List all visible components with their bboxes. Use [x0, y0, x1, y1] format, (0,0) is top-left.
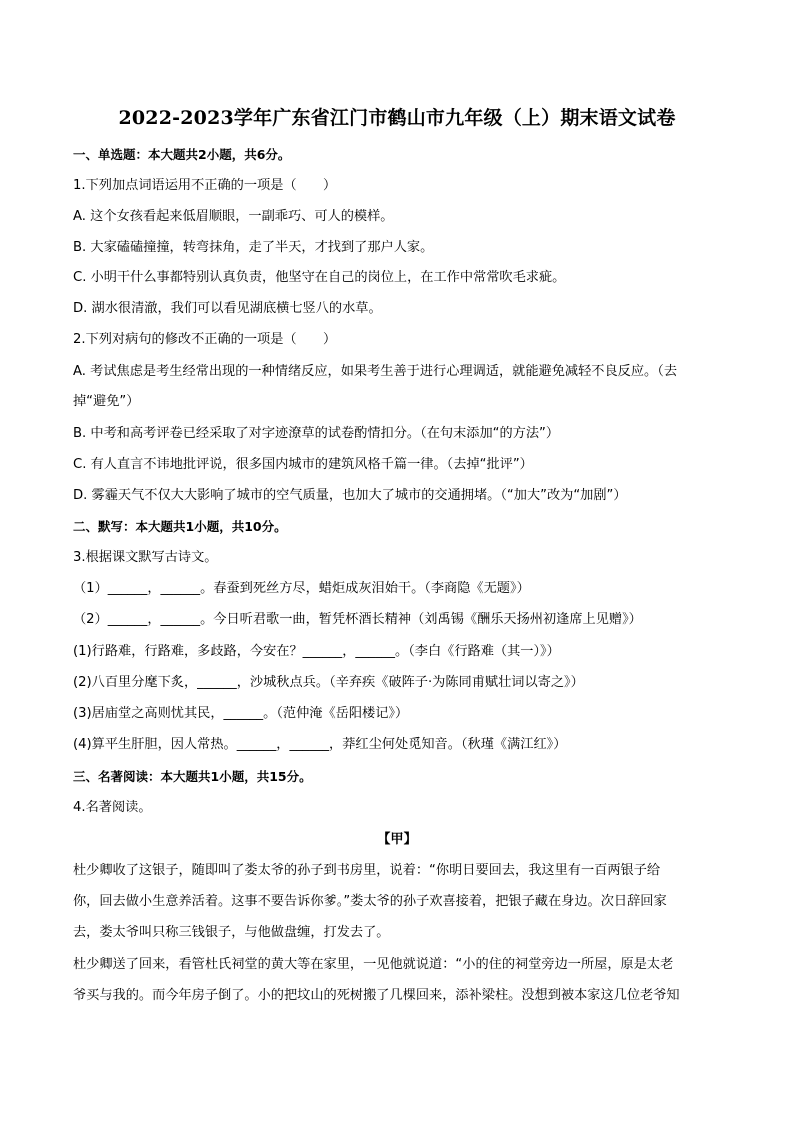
section-header-classic-reading: 三、名著阅读：本大题共1小题，共15分。 — [73, 769, 312, 784]
question-1-option-a: A. 这个女孩看起来低眉顺眼，一副乖巧、可人的模样。 — [73, 209, 394, 224]
question-2-option-c: C. 有人直言不讳地批评说，很多国内城市的建筑风格千篇一律。（去掉“批评”） — [73, 457, 533, 472]
page-title: 2022-2023学年广东省江门市鹤山市九年级（上）期末语文试卷 — [118, 107, 676, 129]
question-3-item: (3)居庙堂之高则忧其民，______。（范仲淹《岳阳楼记》） — [73, 706, 409, 721]
question-3-item: (1)行路难，行路难，多歧路，今安在？______，______。（李白《行路难（其一）》） — [73, 644, 560, 659]
question-1-option-d: D. 湖水很清澈，我们可以看见湖底横七竖八的水草。 — [73, 301, 382, 316]
question-3-item: （2）______，______。今日听君歌一曲，暂凭杯酒长精神（刘禹锡《酬乐天扬州初逢席上见赠》） — [73, 612, 642, 627]
passage-label: 【甲】 — [377, 832, 417, 847]
question-4-stem: 4.名著阅读。 — [73, 800, 152, 815]
passage-line: 杜少卿收了这银子，随即叫了娄太爷的孙子到书房里，说着：“你明日要回去，我这里有一百两银子给 — [73, 863, 661, 878]
passage-line: 杜少卿送了回来，看管杜氏祠堂的黄大等在家里，一见他就说道：“小的住的祠堂旁边一所屋，原是太老 — [73, 957, 674, 972]
question-3-item: （1）______，______。春蚕到死丝方尽，蜡炬成灰泪始干。（李商隐《无题》） — [73, 581, 530, 596]
question-1-stem: 1.下列加点词语运用不正确的一项是（ ） — [73, 178, 337, 193]
question-1-option-c: C. 小明干什么事都特别认真负责，他坚守在自己的岗位上，在工作中常常吹毛求疵。 — [73, 270, 566, 285]
passage-line: 你，回去做小生意养活着。这事不要告诉你爹。”娄太爷的孙子欢喜接着，把银子藏在身边。次日辞回家 — [73, 894, 667, 909]
question-2-option-a-line2: 掉“避免”） — [73, 394, 140, 409]
question-3-item: (4)算平生肝胆，因人常热。______，______，莽红尘何处觅知音。（秋瑾《满江红》） — [73, 737, 567, 752]
passage-line: 爷买与我的。而今年房子倒了。小的把坟山的死树搬了几棵回来，添补梁柱。没想到被本家这几位老爷知 — [73, 988, 680, 1003]
question-2-option-b: B. 中考和高考评卷已经采取了对字迹潦草的试卷酌情扣分。（在句末添加“的方法”） — [73, 426, 560, 441]
question-2-stem: 2.下列对病句的修改不正确的一项是（ ） — [73, 332, 337, 347]
passage-line: 去，娄太爷叫只称三钱银子，与他做盘缠，打发去了。 — [73, 925, 390, 940]
question-2-option-d: D. 雾霾天气不仅大大影响了城市的空气质量，也加大了城市的交通拥堵。（“加大”改为“加剧”） — [73, 488, 627, 503]
question-2-option-a-line1: A. 考试焦虑是考生经常出现的一种情绪反应，如果考生善于进行心理调适，就能避免减轻不良反应。（去 — [73, 364, 678, 379]
question-1-option-b: B. 大家磕磕撞撞，转弯抹角，走了半天，才找到了那户人家。 — [73, 240, 434, 255]
section-header-single-choice: 一、单选题：本大题共2小题，共6分。 — [73, 147, 291, 162]
question-3-stem: 3.根据课文默写古诗文。 — [73, 550, 218, 565]
section-header-dictation: 二、默写：本大题共1小题，共10分。 — [73, 519, 287, 534]
question-3-item: (2)八百里分麾下炙，______，沙城秋点兵。（辛弃疾《破阵子·为陈同甫赋壮词以寄之》） — [73, 675, 584, 690]
